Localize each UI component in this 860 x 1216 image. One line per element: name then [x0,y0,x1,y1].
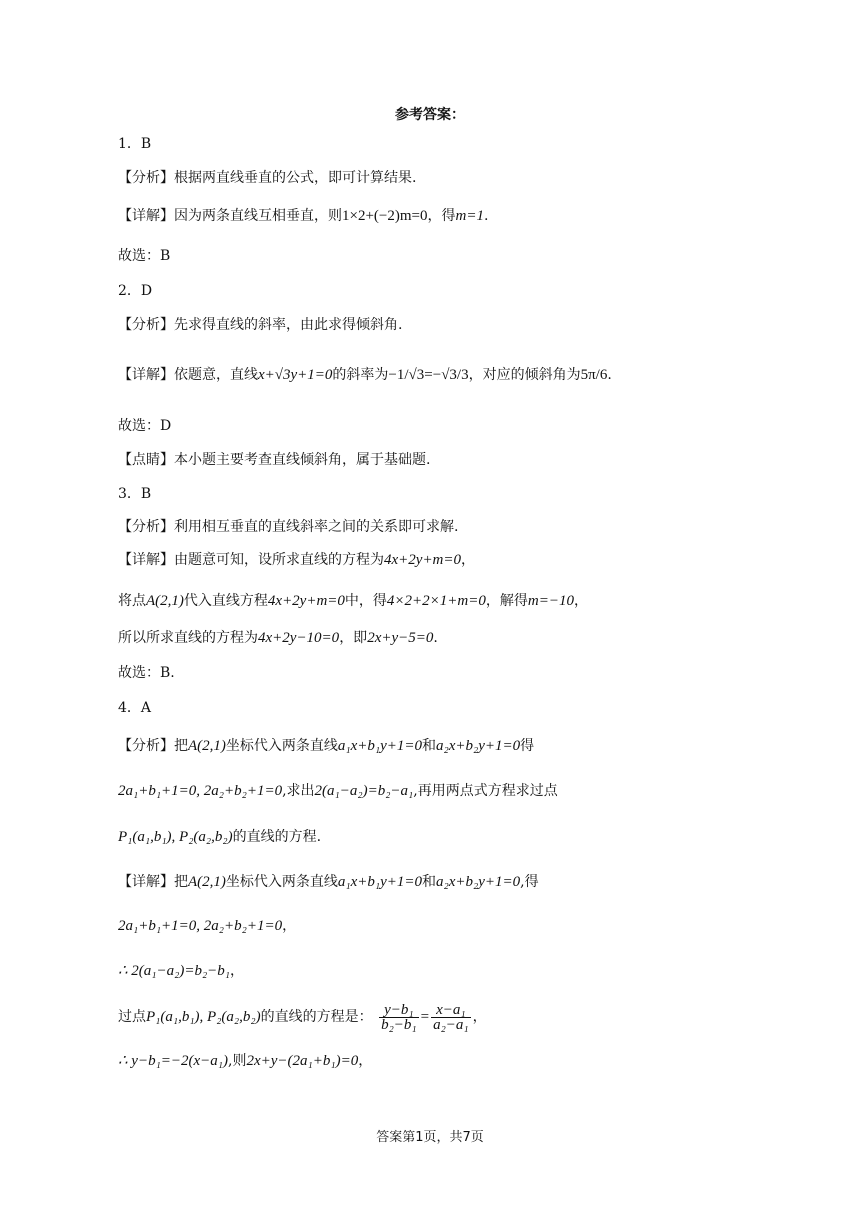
q4-detail4-end: ， [472,1009,487,1025]
q1-analysis: 【分析】根据两直线垂直的公式，即可计算结果. [118,170,417,186]
q4-detail-5 [118,1050,372,1072]
q4-detail-2 [118,915,296,937]
q2-detail-angle-text: ，对应的倾斜角为 [468,367,581,383]
q4-detail4-a: 过点 [118,1009,146,1025]
q2-detail [118,364,612,386]
q4-detail1-d: ,得 [520,874,539,890]
q4-analysis2-a: ,求出 [282,783,315,799]
q4-analysis2-b: ,再用两点式方程求过点 [413,783,558,799]
q4-detail1-l1: a₁x+b₁y+1=0 [337,874,423,890]
q3-detail3-end: . [433,630,438,646]
q2-detail-slope-formula: −1/√3=−√3/3 [388,367,469,383]
q1-number: 1．B [118,136,152,152]
q4-analysis2-eqs: 2a₁+b₁+1=0, 2a₂+b₂+1=0 [118,783,283,799]
q1-detail-end: . [483,208,489,224]
q4-detail4-lhs-den: b₂−b₁ [381,1016,417,1033]
q1-detail-prefix: 【详解】因为两条直线互相垂直，则 [118,208,342,224]
q3-number: 3．B [118,486,152,502]
q4-detail4-pts: P₁(a₁,b₁), P₂(a₂,b₂) [146,1009,261,1025]
q3-detail-3 [118,627,438,649]
q4-detail2-eqs: 2a₁+b₁+1=0, 2a₂+b₂+1=0 [118,918,283,934]
q3-detail-1 [118,549,475,571]
q2-detail-end: . [607,367,612,383]
q3-choice: 故选：B. [118,665,175,681]
q4-detail-3 [118,960,244,982]
q4-detail1-a: 【详解】把 [118,874,188,890]
q4-analysis-2 [118,780,558,802]
q4-analysis1-point: A(2,1) [188,738,226,754]
q1-choice: 故选：B [118,248,171,264]
page-footer: 答案第1页，共7页 [376,1130,484,1145]
q4-detail5-a: ,则 [228,1053,247,1069]
q3-detail2-a: 将点 [118,593,146,609]
q2-detail-prefix: 【详解】依题意，直线 [118,367,258,383]
q4-detail4-rhs-num: x−a₁ [431,1003,471,1018]
q3-detail3-eq2: 2x+y−5=0 [367,630,434,646]
q4-detail3-end: ， [230,963,245,979]
q4-detail1-c: 和 [422,874,437,890]
q4-analysis2-rel: 2(a₁−a₂)=b₂−a₁ [314,783,414,799]
q3-analysis: 【分析】利用相互垂直的直线斜率之间的关系即可求解. [118,519,459,535]
q4-detail5-end: ， [358,1053,373,1069]
q4-detail1-l2: a₂x+b₂y+1=0 [436,874,521,890]
q4-analysis1-l1: a₁x+b₁y+1=0 [337,738,423,754]
q3-detail2-end: ， [573,593,588,609]
q4-number: 4．A [118,700,152,716]
q4-detail3-eq: ∴ 2(a₁−a₂)=b₂−b₁ [118,963,231,979]
q3-detail1-formula: 4x+2y+m=0 [384,552,462,568]
q4-analysis3-a: 的直线的方程. [232,829,322,845]
q3-detail2-eq: 4x+2y+m=0 [267,593,345,609]
q3-detail2-d: ，解得 [485,593,528,609]
q3-detail2-result: m=−10 [527,593,574,609]
q3-detail2-b: 代入直线方程 [183,593,268,609]
q4-detail4-b: 的直线的方程是： [260,1009,373,1025]
q4-detail4-lhs-num: y−b₁ [379,1003,419,1018]
q3-detail1-end: ， [461,552,476,568]
q4-detail4-rhs-fraction [431,1003,471,1032]
q3-detail2-c: 中，得 [344,593,387,609]
q4-detail5-eq2: 2x+y−(2a₁+b₁)=0 [246,1053,359,1069]
q3-detail-2 [118,590,588,612]
q3-detail1-prefix: 【详解】由题意可知，设所求直线的方程为 [118,552,384,568]
q2-detail-slope-text: 的斜率为 [332,367,389,383]
q1-detail [118,205,488,227]
q4-analysis1-d: 得 [520,738,535,754]
q2-choice: 故选：D [118,418,172,434]
q4-detail1-point: A(2,1) [188,874,226,890]
q4-detail1-b: 坐标代入两条直线 [225,874,338,890]
q4-analysis1-a: 【分析】把 [118,738,188,754]
q4-detail-1 [118,871,539,893]
page-title: 参考答案： [395,107,465,123]
q3-detail3-a: 所以所求直线的方程为 [118,630,258,646]
q4-analysis1-b: 坐标代入两条直线 [225,738,338,754]
q4-analysis1-c: 和 [422,738,437,754]
q4-analysis-1 [118,735,534,757]
q3-detail2-point: A(2,1) [146,593,184,609]
q4-detail-4: 过点P₁(a₁,b₁), P₂(a₂,b₂)的直线的方程是： $\frac{\text{y−b₁}}{\text{b₂−b₁}}$ = $\frac{\text{x−a₁}}{\text{a₂−a₁}}$ ， [118,1001,487,1033]
q1-detail-mid: ，得 [427,208,456,224]
q2-number: 2．D [118,283,153,299]
q3-detail2-calc: 4×2+2×1+m=0 [386,593,486,609]
q4-analysis3-pts: P₁(a₁,b₁), P₂(a₂,b₂) [118,829,233,845]
q4-detail4-lhs-fraction [379,1003,419,1032]
q2-detail-angle: 5π/6 [580,367,608,383]
q4-detail5-eq1: ∴ y−b₁=−2(x−a₁) [118,1053,229,1069]
q1-detail-formula: 1×2+(−2)m=0 [342,208,428,224]
q4-detail2-end: ， [282,918,297,934]
q4-analysis-3 [118,826,321,848]
q3-detail3-eq1: 4x+2y−10=0 [258,630,340,646]
q2-detail-line: x+√3y+1=0 [258,367,333,383]
q1-detail-result: m=1 [455,208,484,224]
q2-analysis: 【分析】先求得直线的斜率，由此求得倾斜角. [118,317,403,333]
q2-comment: 【点睛】本小题主要考查直线倾斜角，属于基础题. [118,452,431,468]
q4-detail4-rhs-den: a₂−a₁ [433,1016,469,1033]
q3-detail3-b: ，即 [339,630,368,646]
q4-analysis1-l2: a₂x+b₂y+1=0 [436,738,521,754]
